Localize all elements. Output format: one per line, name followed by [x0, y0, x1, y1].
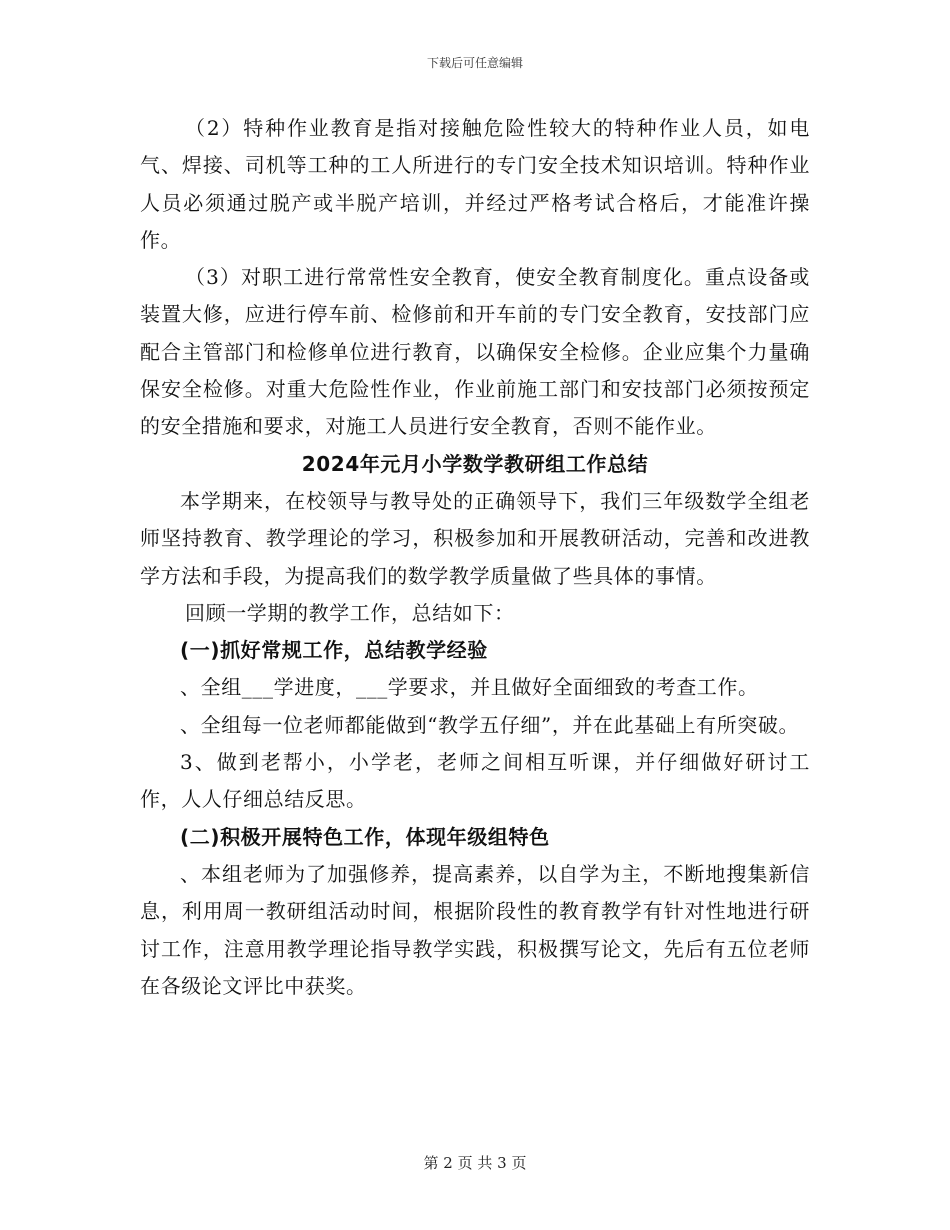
document-body [140, 110, 810, 1005]
section-heading-1: (一)抓好常规工作，总结教学经验 [180, 638, 488, 663]
page-header: 下载后可任意编辑 [426, 56, 523, 70]
paragraph-item-4: 、本组老师为了加强修养，提高素养，以自学为主，不断地搜集新信息，利用周一教研组活动时间，根据阶段性的教育教学有针对性地进行研讨工作，注意用教学理论指导教学实践，积极撰写论文，先后有五位老师在各级论文评比中获奖。 [140, 861, 810, 998]
paragraph-intro: 本学期来，在校领导与教导处的正确领导下，我们三年级数学全组老师坚持教育、教学理论的学习，积极参加和开展教研活动，完善和改进教学方法和手段，为提高我们的数学教学质量做了些具体的事情。 [140, 488, 810, 588]
paragraph-special-training: （2）特种作业教育是指对接触危险性较大的特种作业人员，如电气、焊接、司机等工种的工人所进行的专门安全技术知识培训。特种作业人员必须通过脱产或半脱产培训，并经过严格考试合格后，才能准许操作。 [140, 116, 810, 252]
document-title: 2024年元月小学数学教研组工作总结 [301, 451, 649, 476]
paragraph-review: 回顾一学期的教学工作，总结如下： [185, 600, 515, 625]
page-footer: 第 2 页 共 3 页 [423, 1154, 527, 1172]
paragraph-regular-education: （3）对职工进行常常性安全教育，使安全教育制度化。重点设备或装置大修，应进行停车前、检修前和开车前的专门安全教育，安技部门应配合主管部门和检修单位进行教育，以确保安全检修。企业应集个力量确保安全检修。对重大危险性作业，作业前施工部门和安技部门必须按预定的安全措施和要求，对施工人员进行安全教育，否则不能作业。 [140, 265, 810, 439]
paragraph-item-1: 、全组___学进度，___学要求，并且做好全面细致的考查工作。 [180, 675, 759, 700]
paragraph-item-3: 3、做到老帮小，小学老，老师之间相互听课，并仔细做好研讨工作，人人仔细总结反思。 [140, 750, 810, 812]
paragraph-item-2: 、全组每一位老师都能做到“教学五仔细”，并在此基础上有所突破。 [180, 712, 800, 737]
section-heading-2: (二)积极开展特色工作，体现年级组特色 [180, 824, 550, 849]
